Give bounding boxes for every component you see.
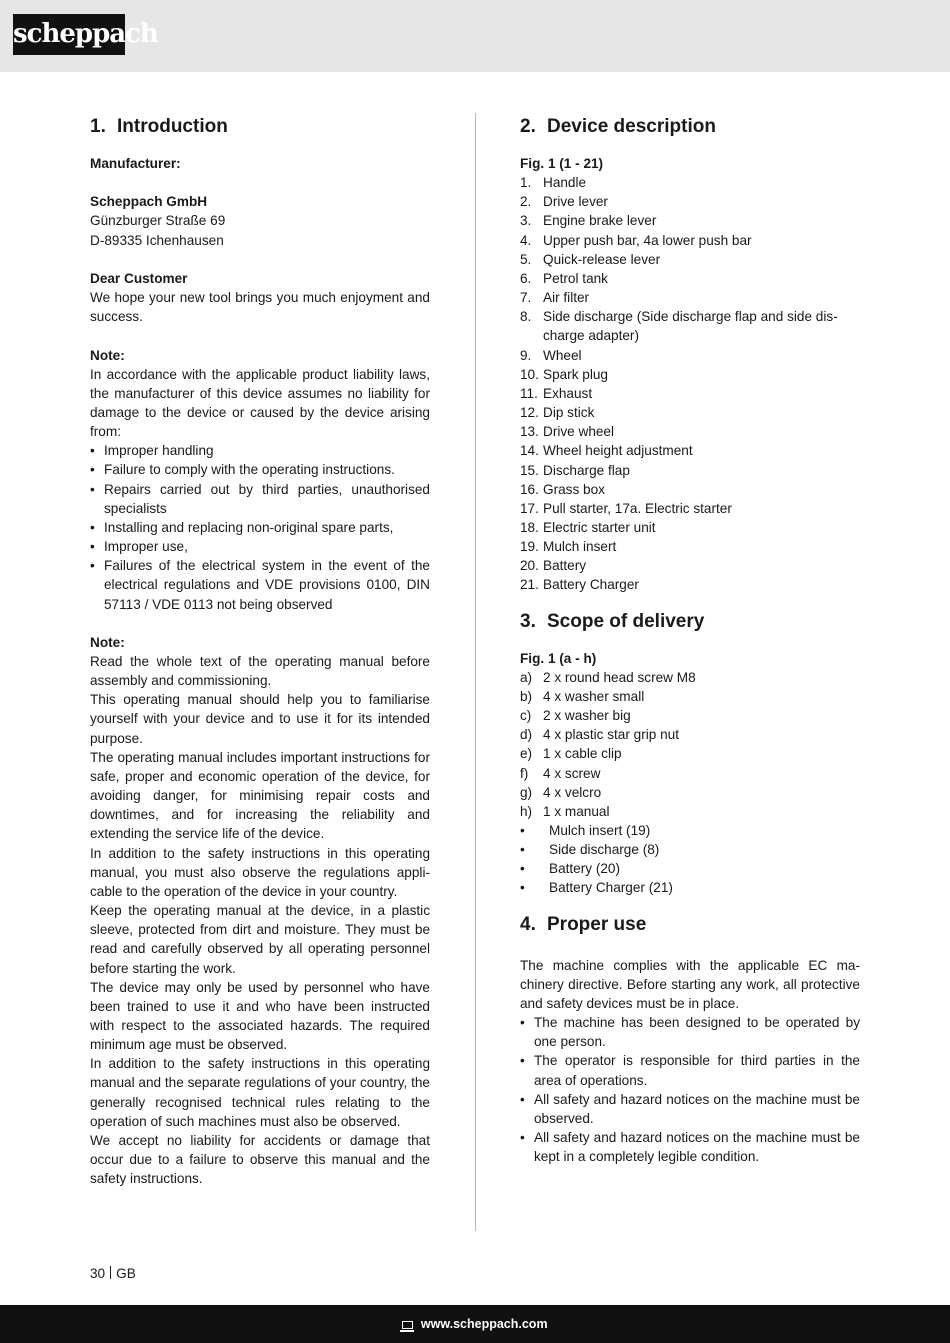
list-item: 16. Grass box: [520, 481, 605, 497]
introduction-heading: 1. Introduction: [90, 116, 228, 137]
figure-label: Fig. 1 (a - h): [520, 650, 597, 666]
company-city: D-89335 Ichenhausen: [90, 232, 224, 248]
list-item: 18. Electric starter unit: [520, 519, 656, 535]
proper-use-text: The machine complies with the applicable EC machinery directive. Before starting any work, all protective and safety devices must be in place.: [520, 957, 860, 1011]
paragraph: In addition to the safety instructions in this operating manual and the separate regulations of your country, the generally recognised technical rules relating to the operation of such machines must also be observed.: [90, 1056, 430, 1129]
liability-text: In accordance with the applicable product liability laws, the manufacturer of this device assumes no liability for damage to the device or caused by the device arising from:: [90, 366, 430, 440]
list-item: • Improper handling: [90, 441, 430, 460]
proper-use-list: [520, 1013, 860, 1166]
scheppach-logo: scheppach: [13, 14, 125, 55]
paragraph: This operating manual should help you to familiarise yourself with your device and to use it for its intended purpose.: [90, 692, 430, 746]
delivery-extras-list: [520, 821, 860, 898]
footer-url[interactable]: www.scheppach.com: [420, 1317, 548, 1331]
list-item: 13. Drive wheel: [520, 424, 615, 440]
list-item: 5. Quick-release lever: [520, 251, 661, 267]
footer-bar: [0, 1305, 950, 1343]
introduction-section: [90, 114, 430, 1188]
list-item: • Installing and replacing non-original spare parts,: [90, 518, 430, 537]
list-item: • All safety and hazard notices on the machine must be observed.: [520, 1090, 860, 1128]
list-item: 14. Wheel height adjustment: [520, 443, 693, 459]
list-item: 4. Upper push bar, 4a lower push bar: [520, 232, 752, 248]
paragraph: Keep the operating manual at the device, in a plastic sleeve, protected from dirt and moisture. They must be read and carefully observed by all operating personnel before starting the work.: [90, 903, 430, 976]
list-item: f) 4 x screw: [520, 765, 601, 781]
company-street: Günzburger Straße 69: [90, 213, 226, 229]
list-item: • Improper use,: [90, 537, 430, 556]
list-item: 12. Dip stick: [520, 405, 595, 421]
list-item: • Failure to comply with the operating instructions.: [90, 460, 430, 479]
hope-text: We hope your new tool brings you much enjoyment and success.: [90, 290, 430, 325]
manufacturer-label: Manufacturer:: [90, 156, 181, 171]
list-item: • Battery Charger (21): [520, 878, 860, 897]
list-item: 9. Wheel: [520, 347, 582, 363]
paragraph: The device may only be used by personnel who have been trained to use it and who have been instructed with respect to the associated hazards. The required minimum age must be observed.: [90, 979, 430, 1053]
list-item: 15. Discharge flap: [520, 462, 630, 478]
list-item: c) 2 x washer big: [520, 708, 631, 724]
device-parts-list: [520, 173, 860, 594]
list-item: 11. Exhaust: [520, 385, 593, 401]
list-item: h) 1 x manual: [520, 803, 610, 819]
list-item: 17. Pull starter, 17a. Electric starter: [520, 500, 732, 516]
paragraph: The operating manual includes important instructions for safe, proper and economic operation of the device, for avoiding danger, for minimising repair costs and downtimes, and for increasing the reliability and extending the service life of the device.: [90, 749, 430, 842]
list-item: • The operator is responsible for third parties in the area of operations.: [520, 1051, 860, 1089]
list-item: • Battery (20): [520, 859, 860, 878]
paragraph: We accept no liability for accidents or damage that occur due to a failure to observe this manual and the safety instructions.: [90, 1132, 430, 1187]
paragraph: Read the whole text of the operating manual before assembly and commissioning.: [90, 654, 430, 689]
dear-customer: Dear Customer: [90, 270, 188, 286]
device-description-heading: 2. Device description: [520, 116, 716, 137]
list-item: • All safety and hazard notices on the machine must be kept in a completely legible condition.: [520, 1128, 860, 1166]
list-item: 10. Spark plug: [520, 366, 608, 382]
right-column: [520, 114, 860, 1166]
list-item: 2. Drive lever: [520, 194, 608, 210]
computer-icon: [402, 1321, 413, 1329]
paragraph: In addition to the safety instructions in this operating manual, you must also observe the regulations applicable to the operation of the device in your country.: [90, 845, 430, 899]
proper-use-heading: 4. Proper use: [520, 913, 647, 935]
list-item: 7. Air filter: [520, 290, 590, 306]
list-item: 19. Mulch insert: [520, 539, 617, 555]
column-divider: [475, 113, 476, 1231]
list-item: 20. Battery: [520, 558, 587, 574]
list-item: • Side discharge (8): [520, 840, 860, 859]
figure-label: Fig. 1 (1 - 21): [520, 156, 604, 171]
list-item: • Failures of the electrical system in the event of the electrical regulations and VDE provisions 0100, DIN 57113 / VDE 0113 not being observed: [90, 556, 430, 613]
list-item: 21. Battery Charger: [520, 577, 639, 593]
list-item: b) 4 x washer small: [520, 688, 645, 704]
scope-of-delivery-heading: 3. Scope of delivery: [520, 610, 705, 632]
list-item: d) 4 x plastic star grip nut: [520, 727, 679, 743]
list-item: • The machine has been designed to be operated by one person.: [520, 1013, 860, 1051]
list-item: g) 4 x velcro: [520, 784, 602, 800]
note-label: Note:: [90, 347, 125, 363]
list-item: 8. Side discharge (Side discharge flap and side discharge adapter): [520, 309, 838, 344]
liability-list: [90, 441, 430, 613]
list-item: a) 2 x round head screw M8: [520, 669, 696, 685]
company-name: Scheppach GmbH: [90, 194, 208, 210]
list-item: 3. Engine brake lever: [520, 213, 657, 229]
delivery-list: [520, 668, 860, 821]
page-number: 30 GB: [90, 1266, 136, 1281]
list-item: 6. Petrol tank: [520, 270, 608, 286]
list-item: 1. Handle: [520, 175, 587, 191]
list-item: • Repairs carried out by third parties, unauthorised specialists: [90, 480, 430, 518]
header-bar: [0, 0, 950, 72]
list-item: • Mulch insert (19): [520, 821, 860, 840]
list-item: e) 1 x cable clip: [520, 746, 622, 762]
note-label: Note:: [90, 634, 125, 650]
